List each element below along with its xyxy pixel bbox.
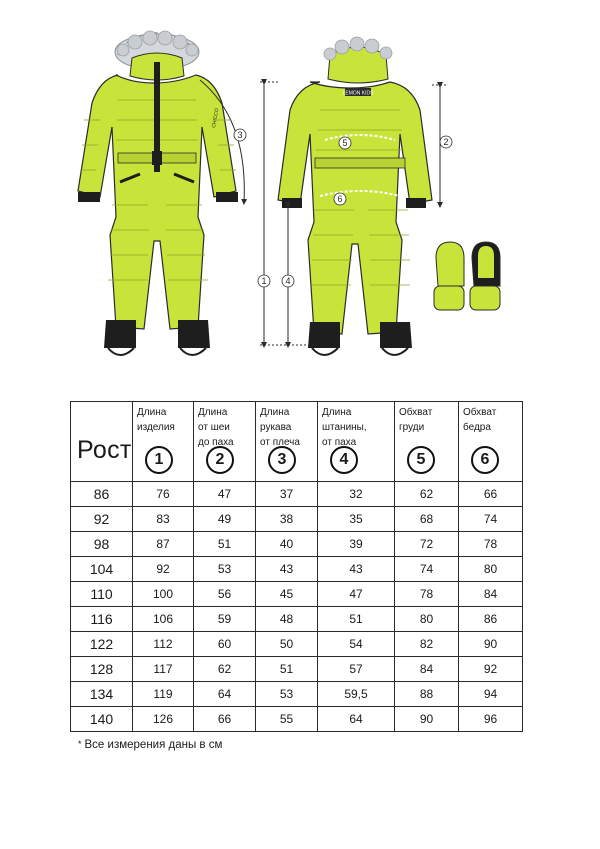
value-cell: 43 <box>318 557 395 582</box>
value-cell: 72 <box>395 532 459 557</box>
header-num-5: 5 <box>407 446 435 474</box>
table-row <box>71 482 523 507</box>
value-cell: 64 <box>194 682 256 707</box>
size-cell: 104 <box>71 557 133 582</box>
value-cell: 48 <box>256 607 318 632</box>
value-cell: 84 <box>395 657 459 682</box>
value-cell: 55 <box>256 707 318 732</box>
value-cell: 80 <box>459 557 523 582</box>
value-cell: 45 <box>256 582 318 607</box>
value-cell: 39 <box>318 532 395 557</box>
footnote-text: Все измерения даны в см <box>84 739 223 751</box>
value-cell: 47 <box>194 482 256 507</box>
value-cell: 87 <box>133 532 194 557</box>
header-col-5: Обхват груди 5 <box>395 402 459 482</box>
mittens <box>434 242 500 310</box>
value-cell: 74 <box>459 507 523 532</box>
value-cell: 126 <box>133 707 194 732</box>
table-row <box>71 532 523 557</box>
value-cell: 84 <box>459 582 523 607</box>
value-cell: 62 <box>395 482 459 507</box>
garment-illustration <box>0 0 600 380</box>
value-cell: 66 <box>459 482 523 507</box>
value-cell: 59,5 <box>318 682 395 707</box>
value-cell: 80 <box>395 607 459 632</box>
value-cell: 35 <box>318 507 395 532</box>
value-cell: 86 <box>459 607 523 632</box>
value-cell: 60 <box>194 632 256 657</box>
table-row <box>71 707 523 732</box>
value-cell: 88 <box>395 682 459 707</box>
value-cell: 56 <box>194 582 256 607</box>
value-cell: 37 <box>256 482 318 507</box>
size-cell: 98 <box>71 532 133 557</box>
size-cell: 134 <box>71 682 133 707</box>
marker-2: 2 <box>443 137 449 147</box>
table-row <box>71 557 523 582</box>
value-cell: 83 <box>133 507 194 532</box>
size-cell: 116 <box>71 607 133 632</box>
header-num-2: 2 <box>206 446 234 474</box>
back-view <box>278 37 432 355</box>
value-cell: 90 <box>395 707 459 732</box>
value-cell: 112 <box>133 632 194 657</box>
footnote <box>78 739 222 751</box>
value-cell: 59 <box>194 607 256 632</box>
value-cell: 38 <box>256 507 318 532</box>
value-cell: 50 <box>256 632 318 657</box>
value-cell: 82 <box>395 632 459 657</box>
value-cell: 94 <box>459 682 523 707</box>
value-cell: 100 <box>133 582 194 607</box>
value-cell: 78 <box>395 582 459 607</box>
table-row <box>71 682 523 707</box>
value-cell: 78 <box>459 532 523 557</box>
table-row <box>71 582 523 607</box>
header-num-4: 4 <box>330 446 358 474</box>
footnote-star: * <box>78 739 82 749</box>
size-cell: 122 <box>71 632 133 657</box>
table-row <box>71 657 523 682</box>
marker-5: 5 <box>342 138 348 148</box>
table-header-row <box>71 402 523 482</box>
back-brand-label: LEMON KIDS <box>342 90 374 97</box>
front-view <box>78 31 238 355</box>
value-cell: 51 <box>194 532 256 557</box>
value-cell: 64 <box>318 707 395 732</box>
table-row <box>71 632 523 657</box>
value-cell: 92 <box>133 557 194 582</box>
size-chart-table <box>70 401 523 732</box>
value-cell: 90 <box>459 632 523 657</box>
value-cell: 76 <box>133 482 194 507</box>
size-cell: 92 <box>71 507 133 532</box>
size-cell: 110 <box>71 582 133 607</box>
value-cell: 49 <box>194 507 256 532</box>
header-num-3: 3 <box>268 446 296 474</box>
value-cell: 54 <box>318 632 395 657</box>
value-cell: 106 <box>133 607 194 632</box>
size-cell: 128 <box>71 657 133 682</box>
marker-1: 1 <box>261 276 267 286</box>
value-cell: 51 <box>318 607 395 632</box>
marker-3: 3 <box>237 130 243 140</box>
value-cell: 66 <box>194 707 256 732</box>
value-cell: 119 <box>133 682 194 707</box>
header-col-1: Длина изделия 1 <box>133 402 194 482</box>
marker-4: 4 <box>285 276 291 286</box>
size-cell: 86 <box>71 482 133 507</box>
value-cell: 117 <box>133 657 194 682</box>
value-cell: 32 <box>318 482 395 507</box>
marker-6: 6 <box>337 194 343 204</box>
header-col-6: Обхват бедра 6 <box>459 402 523 482</box>
front-brand-label: CHICCO <box>211 107 221 129</box>
value-cell: 92 <box>459 657 523 682</box>
value-cell: 68 <box>395 507 459 532</box>
value-cell: 51 <box>256 657 318 682</box>
value-cell: 74 <box>395 557 459 582</box>
header-size: Рост <box>71 402 133 482</box>
value-cell: 47 <box>318 582 395 607</box>
header-col-4: Длина штанины, от паха 4 <box>318 402 395 482</box>
value-cell: 96 <box>459 707 523 732</box>
size-cell: 140 <box>71 707 133 732</box>
value-cell: 62 <box>194 657 256 682</box>
table-row <box>71 507 523 532</box>
value-cell: 43 <box>256 557 318 582</box>
table-row <box>71 607 523 632</box>
header-num-1: 1 <box>145 446 173 474</box>
value-cell: 40 <box>256 532 318 557</box>
header-col-3: Длина рукава от плеча 3 <box>256 402 318 482</box>
value-cell: 57 <box>318 657 395 682</box>
header-col-2: Длина от шеи до паха 2 <box>194 402 256 482</box>
value-cell: 53 <box>256 682 318 707</box>
header-num-6: 6 <box>471 446 499 474</box>
value-cell: 53 <box>194 557 256 582</box>
